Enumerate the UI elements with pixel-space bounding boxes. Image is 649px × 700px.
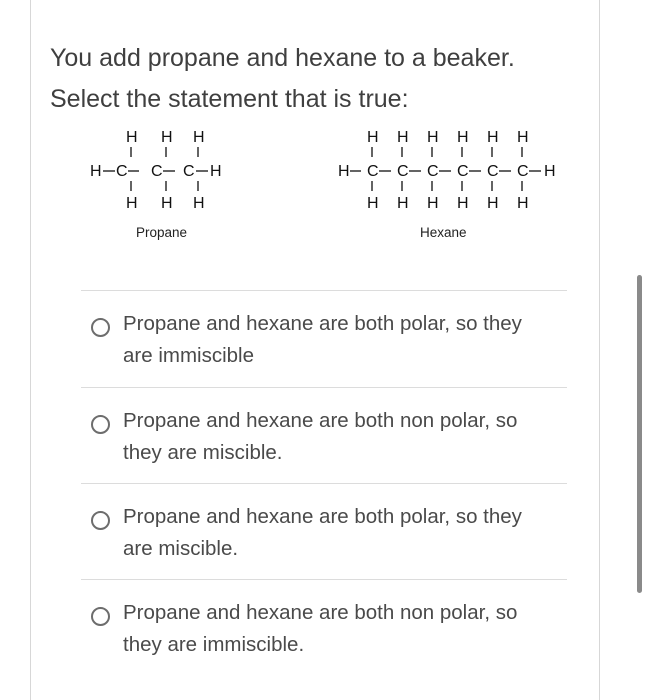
propane-c-2: C xyxy=(151,163,163,180)
answer-line: Propane and hexane are both polar, so they xyxy=(123,312,522,335)
propane-h-bottom-2: H xyxy=(161,195,173,212)
divider xyxy=(81,579,567,580)
hexane-c-3: C xyxy=(427,163,439,180)
hexane-c-6: C xyxy=(517,163,529,180)
hexane-h-top-6: H xyxy=(517,129,529,146)
hexane-h-bottom-5: H xyxy=(487,195,499,212)
answer-option-2[interactable] xyxy=(81,389,567,482)
propane-h-bottom-1: H xyxy=(126,195,138,212)
hexane-h-bottom-3: H xyxy=(427,195,439,212)
question-line-2: Select the statement that is true: xyxy=(50,85,409,113)
divider xyxy=(81,290,567,291)
question-text xyxy=(50,38,570,120)
radio-button[interactable] xyxy=(91,511,110,530)
hexane-h-top-4: H xyxy=(457,129,469,146)
answer-option-text xyxy=(123,405,563,469)
propane-h-top-1: H xyxy=(126,129,138,146)
radio-button[interactable] xyxy=(91,607,110,626)
propane-structure xyxy=(90,129,222,240)
propane-h-bottom-3: H xyxy=(193,195,205,212)
answer-line: Propane and hexane are both polar, so they xyxy=(123,505,522,528)
answer-line: they are miscible. xyxy=(123,441,283,464)
hexane-label: Hexane xyxy=(420,225,467,240)
hexane-h-left: H xyxy=(338,163,350,180)
answer-option-3[interactable] xyxy=(81,485,567,578)
answer-option-4[interactable] xyxy=(81,581,567,677)
answer-line: they are immiscible. xyxy=(123,633,305,656)
answer-option-text xyxy=(123,501,563,565)
hexane-c-1: C xyxy=(367,163,379,180)
structural-formulas xyxy=(80,125,580,245)
hexane-h-bottom-1: H xyxy=(367,195,379,212)
hexane-structure xyxy=(338,129,556,240)
propane-c-3: C xyxy=(183,163,195,180)
hexane-h-top-5: H xyxy=(487,129,499,146)
propane-h-left: H xyxy=(90,163,102,180)
answer-line: Propane and hexane are both non polar, so xyxy=(123,601,518,624)
hexane-c-5: C xyxy=(487,163,499,180)
structures-figure xyxy=(80,125,580,245)
hexane-h-bottom-2: H xyxy=(397,195,409,212)
radio-button[interactable] xyxy=(91,415,110,434)
divider xyxy=(81,387,567,388)
hexane-h-bottom-6: H xyxy=(517,195,529,212)
vertical-scrollbar[interactable] xyxy=(637,275,642,593)
radio-button[interactable] xyxy=(91,318,110,337)
propane-c-1: C xyxy=(116,163,128,180)
hexane-h-top-3: H xyxy=(427,129,439,146)
hexane-h-right: H xyxy=(544,163,556,180)
answer-line: are miscible. xyxy=(123,537,239,560)
question-line-1: You add propane and hexane to a beaker. xyxy=(50,44,515,72)
hexane-h-top-2: H xyxy=(397,129,409,146)
propane-h-right: H xyxy=(210,163,222,180)
answer-line: are immiscible xyxy=(123,344,254,367)
propane-label: Propane xyxy=(136,225,188,240)
propane-h-top-2: H xyxy=(161,129,173,146)
hexane-c-4: C xyxy=(457,163,469,180)
answer-option-text xyxy=(123,597,563,661)
hexane-c-2: C xyxy=(397,163,409,180)
divider xyxy=(81,483,567,484)
answer-option-text xyxy=(123,308,563,372)
hexane-h-bottom-4: H xyxy=(457,195,469,212)
answer-line: Propane and hexane are both non polar, so xyxy=(123,409,518,432)
propane-h-top-3: H xyxy=(193,129,205,146)
hexane-h-top-1: H xyxy=(367,129,379,146)
answer-option-1[interactable] xyxy=(81,292,567,386)
